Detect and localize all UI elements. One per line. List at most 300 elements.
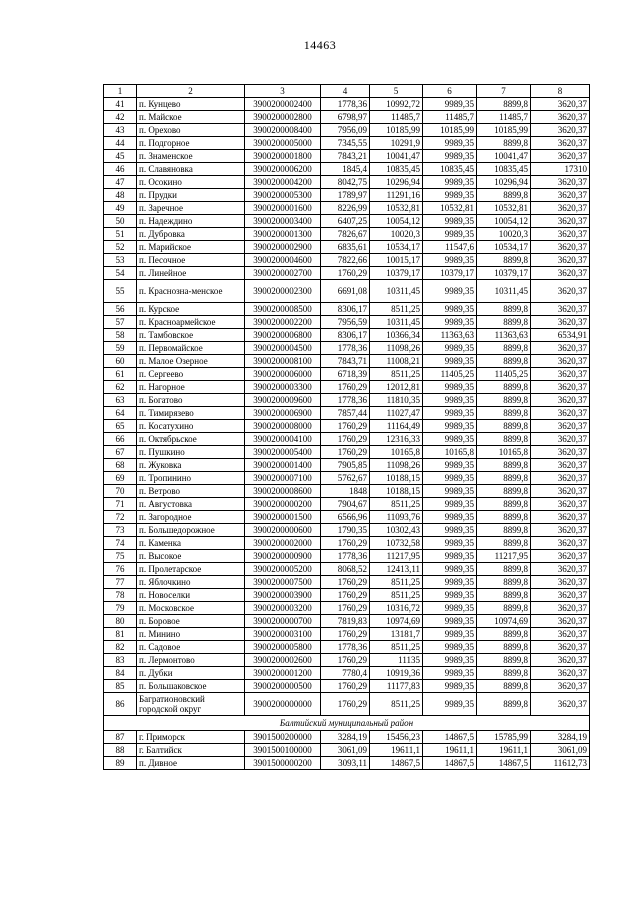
value-cell: 3620,37: [531, 602, 590, 615]
value-cell: 5762,67: [321, 472, 370, 485]
row-number-cell: 47: [104, 176, 137, 189]
row-number-cell: 58: [104, 329, 137, 342]
settlement-name-cell: г. Балтийск: [137, 744, 245, 757]
row-number-cell: 83: [104, 654, 137, 667]
table-row: [104, 163, 590, 176]
value-cell: 1760,29: [321, 654, 370, 667]
value-cell: 3620,37: [531, 589, 590, 602]
value-cell: 8899,8: [477, 576, 531, 589]
value-cell: 8899,8: [477, 459, 531, 472]
value-cell: 8511,25: [370, 693, 423, 716]
settlement-name-cell: п. Тропинино: [137, 472, 245, 485]
table-row: [104, 420, 590, 433]
value-cell: 7843,71: [321, 355, 370, 368]
value-cell: 1778,36: [321, 342, 370, 355]
value-cell: 10379,17: [423, 267, 477, 280]
value-cell: 10188,15: [370, 472, 423, 485]
row-number-cell: 65: [104, 420, 137, 433]
code-cell: 3900200008400: [245, 124, 321, 137]
value-cell: 8899,8: [477, 563, 531, 576]
code-cell: 3900200003400: [245, 215, 321, 228]
header-cell: 5: [370, 85, 423, 98]
value-cell: 3620,37: [531, 485, 590, 498]
value-cell: 8511,25: [370, 303, 423, 316]
value-cell: 1848: [321, 485, 370, 498]
table-row: [104, 124, 590, 137]
value-cell: 6566,96: [321, 511, 370, 524]
value-cell: 1845,4: [321, 163, 370, 176]
value-cell: 3620,37: [531, 342, 590, 355]
row-number-cell: 77: [104, 576, 137, 589]
row-number-cell: 76: [104, 563, 137, 576]
settlement-name-cell: п. Песочное: [137, 254, 245, 267]
value-cell: 10185,99: [477, 124, 531, 137]
value-cell: 3620,37: [531, 189, 590, 202]
value-cell: 3620,37: [531, 498, 590, 511]
value-cell: 9989,35: [423, 641, 477, 654]
value-cell: 9989,35: [423, 472, 477, 485]
value-cell: 9989,35: [423, 394, 477, 407]
value-cell: 3620,37: [531, 150, 590, 163]
value-cell: 9989,35: [423, 537, 477, 550]
code-cell: 3900200005300: [245, 189, 321, 202]
table-row: [104, 757, 590, 770]
settlement-name-cell: п. Яблочкино: [137, 576, 245, 589]
table-row: [104, 267, 590, 280]
district-heading: Балтийский муниципальный район: [104, 716, 590, 731]
value-cell: 6835,61: [321, 241, 370, 254]
value-cell: 1760,29: [321, 602, 370, 615]
table-row: [104, 137, 590, 150]
settlement-name-cell: п. Новоселки: [137, 589, 245, 602]
table-row: [104, 602, 590, 615]
value-cell: 10188,15: [370, 485, 423, 498]
value-cell: 3620,37: [531, 176, 590, 189]
table-row: [104, 589, 590, 602]
settlement-name-cell: п. Сергеево: [137, 368, 245, 381]
row-number-cell: 50: [104, 215, 137, 228]
value-cell: 10835,45: [477, 163, 531, 176]
table-row: [104, 381, 590, 394]
code-cell: 3900200002300: [245, 280, 321, 303]
value-cell: 9989,35: [423, 254, 477, 267]
code-cell: 3900200007100: [245, 472, 321, 485]
value-cell: 8511,25: [370, 498, 423, 511]
row-number-cell: 69: [104, 472, 137, 485]
value-cell: 1760,29: [321, 680, 370, 693]
code-cell: 3900200004100: [245, 433, 321, 446]
value-cell: 11810,35: [370, 394, 423, 407]
value-cell: 1760,29: [321, 589, 370, 602]
value-cell: 8899,8: [477, 524, 531, 537]
value-cell: 10532,81: [370, 202, 423, 215]
table-row: [104, 433, 590, 446]
settlement-name-cell: п. Пролетарское: [137, 563, 245, 576]
settlement-name-cell: п. Дубки: [137, 667, 245, 680]
value-cell: 7905,85: [321, 459, 370, 472]
row-number-cell: 75: [104, 550, 137, 563]
value-cell: 10366,34: [370, 329, 423, 342]
value-cell: 19611,1: [423, 744, 477, 757]
value-cell: 11363,63: [423, 329, 477, 342]
value-cell: 8899,8: [477, 654, 531, 667]
value-cell: 9989,35: [423, 150, 477, 163]
value-cell: 3620,37: [531, 394, 590, 407]
value-cell: 3620,37: [531, 680, 590, 693]
code-cell: 3900200002400: [245, 98, 321, 111]
value-cell: 17310: [531, 163, 590, 176]
code-cell: 3900200002900: [245, 241, 321, 254]
code-cell: 3900200008000: [245, 420, 321, 433]
table-row: [104, 680, 590, 693]
value-cell: 8899,8: [477, 394, 531, 407]
value-cell: 8899,8: [477, 355, 531, 368]
table-row: [104, 407, 590, 420]
value-cell: 10534,17: [370, 241, 423, 254]
value-cell: 7843,21: [321, 150, 370, 163]
value-cell: 3620,37: [531, 254, 590, 267]
settlement-name-cell: п. Краснозна-менское: [137, 280, 245, 303]
table-row: [104, 628, 590, 641]
settlement-name-cell: п. Пушкино: [137, 446, 245, 459]
table-row: [104, 537, 590, 550]
value-cell: 14867,5: [477, 757, 531, 770]
value-cell: 3284,19: [531, 731, 590, 744]
header-cell: 6: [423, 85, 477, 98]
value-cell: 3620,37: [531, 615, 590, 628]
code-cell: 3900200004500: [245, 342, 321, 355]
code-cell: 3900200002200: [245, 316, 321, 329]
table-row: [104, 342, 590, 355]
row-number-cell: 79: [104, 602, 137, 615]
value-cell: 3620,37: [531, 215, 590, 228]
district-heading-row: [104, 716, 590, 731]
value-cell: 3061,09: [531, 744, 590, 757]
row-number-cell: 71: [104, 498, 137, 511]
code-cell: 3900200005200: [245, 563, 321, 576]
code-cell: 3900200005000: [245, 137, 321, 150]
table-row: [104, 280, 590, 303]
settlement-table: [103, 84, 590, 770]
code-cell: 3900200000000: [245, 693, 321, 716]
value-cell: 1760,29: [321, 628, 370, 641]
row-number-cell: 59: [104, 342, 137, 355]
value-cell: 9989,35: [423, 628, 477, 641]
value-cell: 14867,5: [370, 757, 423, 770]
value-cell: 3620,37: [531, 433, 590, 446]
value-cell: 10296,94: [370, 176, 423, 189]
row-number-cell: 87: [104, 731, 137, 744]
row-number-cell: 48: [104, 189, 137, 202]
value-cell: 9989,35: [423, 498, 477, 511]
code-cell: 3900200004600: [245, 254, 321, 267]
value-cell: 9989,35: [423, 137, 477, 150]
row-number-cell: 46: [104, 163, 137, 176]
code-cell: 3900200001300: [245, 228, 321, 241]
value-cell: 11291,16: [370, 189, 423, 202]
value-cell: 8899,8: [477, 537, 531, 550]
value-cell: 1778,36: [321, 394, 370, 407]
table-row: [104, 654, 590, 667]
value-cell: 11093,76: [370, 511, 423, 524]
settlement-name-cell: п. Большаковское: [137, 680, 245, 693]
settlement-name-cell: п. Прудки: [137, 189, 245, 202]
value-cell: 3620,37: [531, 280, 590, 303]
row-number-cell: 72: [104, 511, 137, 524]
settlement-name-cell: п. Косатухино: [137, 420, 245, 433]
code-cell: 3900200000700: [245, 615, 321, 628]
header-cell: 7: [477, 85, 531, 98]
value-cell: 11405,25: [423, 368, 477, 381]
settlement-name-cell: п. Садовое: [137, 641, 245, 654]
value-cell: 3620,37: [531, 511, 590, 524]
value-cell: 3620,37: [531, 407, 590, 420]
header-cell: 3: [245, 85, 321, 98]
table-row: [104, 731, 590, 744]
settlement-name-cell: п. Августовка: [137, 498, 245, 511]
table-row: [104, 498, 590, 511]
table-row: [104, 241, 590, 254]
row-number-cell: 68: [104, 459, 137, 472]
value-cell: 11217,95: [477, 550, 531, 563]
value-cell: 8511,25: [370, 641, 423, 654]
value-cell: 7956,59: [321, 316, 370, 329]
value-cell: 3620,37: [531, 241, 590, 254]
value-cell: 10020,3: [370, 228, 423, 241]
settlement-name-cell: п. Славяновка: [137, 163, 245, 176]
code-cell: 3900200000600: [245, 524, 321, 537]
table-row: [104, 472, 590, 485]
value-cell: 3620,37: [531, 124, 590, 137]
settlement-name-cell: п. Октябрьское: [137, 433, 245, 446]
value-cell: 3061,09: [321, 744, 370, 757]
settlement-name-cell: п. Московское: [137, 602, 245, 615]
value-cell: 10919,36: [370, 667, 423, 680]
value-cell: 11177,83: [370, 680, 423, 693]
table-row: [104, 254, 590, 267]
value-cell: 10165,8: [477, 446, 531, 459]
settlement-name-cell: п. Осокино: [137, 176, 245, 189]
value-cell: 12413,11: [370, 563, 423, 576]
value-cell: 12012,81: [370, 381, 423, 394]
settlement-name-cell: п. Дубровка: [137, 228, 245, 241]
code-cell: 3900200002000: [245, 537, 321, 550]
value-cell: 3620,37: [531, 381, 590, 394]
value-cell: 10316,72: [370, 602, 423, 615]
value-cell: 10835,45: [423, 163, 477, 176]
value-cell: 10311,45: [477, 280, 531, 303]
code-cell: 3900200006000: [245, 368, 321, 381]
settlement-name-cell: п. Жуковка: [137, 459, 245, 472]
value-cell: 8899,8: [477, 420, 531, 433]
value-cell: 3620,37: [531, 420, 590, 433]
value-cell: 1790,35: [321, 524, 370, 537]
value-cell: 11217,95: [370, 550, 423, 563]
settlement-name-cell: п. Орехово: [137, 124, 245, 137]
code-cell: 3901500000200: [245, 757, 321, 770]
value-cell: 7826,67: [321, 228, 370, 241]
value-cell: 7904,67: [321, 498, 370, 511]
settlement-name-cell: п. Первомайское: [137, 342, 245, 355]
code-cell: 3900200007500: [245, 576, 321, 589]
value-cell: 1760,29: [321, 381, 370, 394]
value-cell: 12316,33: [370, 433, 423, 446]
value-cell: 14867,5: [423, 757, 477, 770]
settlement-name-cell: п. Надеждино: [137, 215, 245, 228]
value-cell: 11363,63: [477, 329, 531, 342]
value-cell: 3620,37: [531, 111, 590, 124]
row-number-cell: 67: [104, 446, 137, 459]
code-cell: 3901500200000: [245, 731, 321, 744]
value-cell: 8899,8: [477, 472, 531, 485]
settlement-name-cell: п. Лермонтово: [137, 654, 245, 667]
row-number-cell: 49: [104, 202, 137, 215]
value-cell: 3620,37: [531, 228, 590, 241]
value-cell: 3620,37: [531, 355, 590, 368]
code-cell: 3900200003300: [245, 381, 321, 394]
value-cell: 3284,19: [321, 731, 370, 744]
code-cell: 3900200008500: [245, 303, 321, 316]
value-cell: 6718,39: [321, 368, 370, 381]
code-cell: 3900200001200: [245, 667, 321, 680]
table-row: [104, 641, 590, 654]
settlement-name-cell: г. Приморск: [137, 731, 245, 744]
settlement-name-cell: п. Тамбовское: [137, 329, 245, 342]
code-cell: 3900200004200: [245, 176, 321, 189]
value-cell: 10532,81: [423, 202, 477, 215]
value-cell: 9989,35: [423, 381, 477, 394]
code-cell: 3900200001800: [245, 150, 321, 163]
value-cell: 3620,37: [531, 550, 590, 563]
table-row: [104, 189, 590, 202]
value-cell: 8899,8: [477, 589, 531, 602]
value-cell: 11027,47: [370, 407, 423, 420]
value-cell: 1789,97: [321, 189, 370, 202]
table-row: [104, 394, 590, 407]
table-row: [104, 355, 590, 368]
value-cell: 8899,8: [477, 381, 531, 394]
value-cell: 8899,8: [477, 498, 531, 511]
value-cell: 3620,37: [531, 654, 590, 667]
value-cell: 10732,58: [370, 537, 423, 550]
row-number-cell: 54: [104, 267, 137, 280]
value-cell: 10311,45: [370, 316, 423, 329]
value-cell: 13181,7: [370, 628, 423, 641]
table-row: [104, 303, 590, 316]
table-row: [104, 693, 590, 716]
settlement-name-cell: п. Минино: [137, 628, 245, 641]
code-cell: 3900200002700: [245, 267, 321, 280]
row-number-cell: 73: [104, 524, 137, 537]
value-cell: 3620,37: [531, 446, 590, 459]
value-cell: 1778,36: [321, 641, 370, 654]
value-cell: 7345,55: [321, 137, 370, 150]
row-number-cell: 74: [104, 537, 137, 550]
table-row: [104, 150, 590, 163]
value-cell: 3620,37: [531, 303, 590, 316]
value-cell: 9989,35: [423, 667, 477, 680]
page-number: 14463: [303, 38, 337, 52]
row-number-cell: 60: [104, 355, 137, 368]
value-cell: 10054,12: [370, 215, 423, 228]
column-number-row: [104, 85, 590, 98]
row-number-cell: 70: [104, 485, 137, 498]
header-cell: 1: [104, 85, 137, 98]
row-number-cell: 62: [104, 381, 137, 394]
value-cell: 10041,47: [477, 150, 531, 163]
value-cell: 9989,35: [423, 576, 477, 589]
row-number-cell: 66: [104, 433, 137, 446]
value-cell: 3620,37: [531, 641, 590, 654]
value-cell: 9989,35: [423, 407, 477, 420]
value-cell: 9989,35: [423, 355, 477, 368]
settlement-name-cell: п. Знаменское: [137, 150, 245, 163]
row-number-cell: 63: [104, 394, 137, 407]
value-cell: 9989,35: [423, 511, 477, 524]
value-cell: 10974,69: [370, 615, 423, 628]
settlement-name-cell: п. Боровое: [137, 615, 245, 628]
row-number-cell: 55: [104, 280, 137, 303]
value-cell: 10992,72: [370, 98, 423, 111]
value-cell: 10020,3: [477, 228, 531, 241]
value-cell: 9989,35: [423, 693, 477, 716]
code-cell: 3900200003900: [245, 589, 321, 602]
code-cell: 3900200000900: [245, 550, 321, 563]
table-row: [104, 744, 590, 757]
settlement-name-cell: п. Дивное: [137, 757, 245, 770]
table-row: [104, 563, 590, 576]
table-row: [104, 228, 590, 241]
value-cell: 8899,8: [477, 433, 531, 446]
header-cell: 2: [137, 85, 245, 98]
value-cell: 3620,37: [531, 267, 590, 280]
value-cell: 10165,8: [423, 446, 477, 459]
value-cell: 9989,35: [423, 654, 477, 667]
code-cell: 3900200006200: [245, 163, 321, 176]
value-cell: 9989,35: [423, 280, 477, 303]
code-cell: 3901500100000: [245, 744, 321, 757]
value-cell: 1760,29: [321, 693, 370, 716]
value-cell: 19611,1: [477, 744, 531, 757]
value-cell: 11008,21: [370, 355, 423, 368]
value-cell: 8899,8: [477, 137, 531, 150]
settlement-name-cell: п. Подгорное: [137, 137, 245, 150]
settlement-name-cell: п. Малое Озерное: [137, 355, 245, 368]
row-number-cell: 52: [104, 241, 137, 254]
value-cell: 1760,29: [321, 267, 370, 280]
value-cell: 1778,36: [321, 98, 370, 111]
settlement-name-cell: п. Богатово: [137, 394, 245, 407]
value-cell: 15785,99: [477, 731, 531, 744]
code-cell: 3900200008600: [245, 485, 321, 498]
value-cell: 6534,91: [531, 329, 590, 342]
value-cell: 1778,36: [321, 550, 370, 563]
row-number-cell: 56: [104, 303, 137, 316]
value-cell: 9989,35: [423, 228, 477, 241]
value-cell: 10532,81: [477, 202, 531, 215]
settlement-name-cell: п. Курское: [137, 303, 245, 316]
value-cell: 9989,35: [423, 589, 477, 602]
table-row: [104, 368, 590, 381]
code-cell: 3900200005800: [245, 641, 321, 654]
code-cell: 3900200001600: [245, 202, 321, 215]
row-number-cell: 82: [104, 641, 137, 654]
value-cell: 3620,37: [531, 524, 590, 537]
code-cell: 3900200000500: [245, 680, 321, 693]
value-cell: 3620,37: [531, 137, 590, 150]
value-cell: 8511,25: [370, 576, 423, 589]
table-row: [104, 202, 590, 215]
